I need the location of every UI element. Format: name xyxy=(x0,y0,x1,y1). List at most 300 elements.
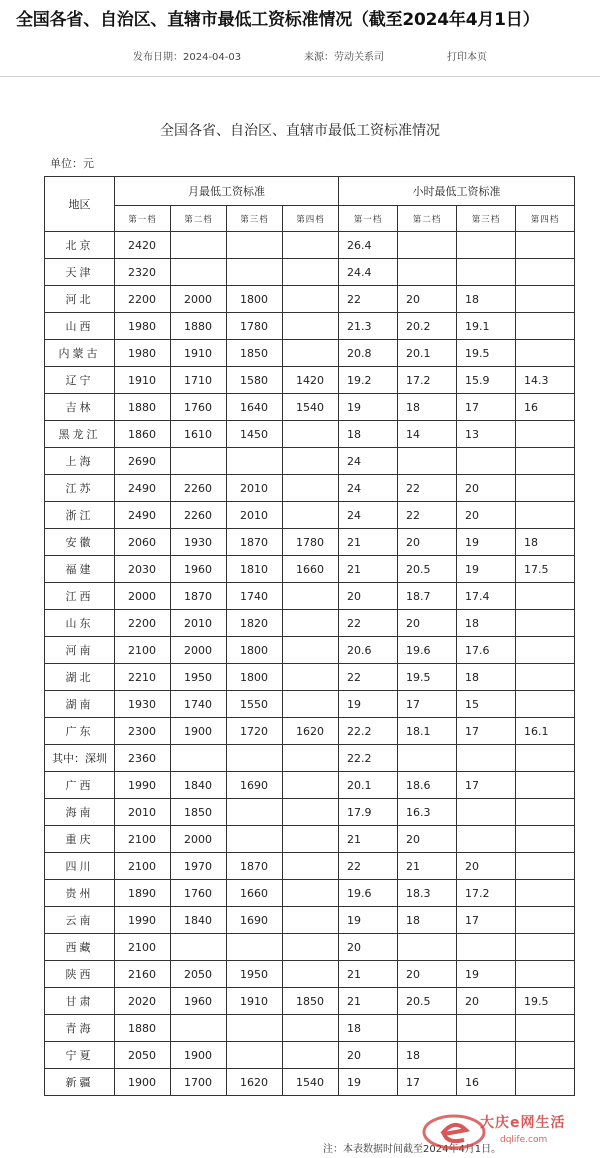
monthly-wage-cell xyxy=(227,826,283,853)
monthly-wage-cell: 2010 xyxy=(171,610,227,637)
hourly-wage-cell: 20 xyxy=(398,826,457,853)
hourly-wage-cell: 19 xyxy=(339,907,398,934)
region-cell: 江苏 xyxy=(45,475,115,502)
hourly-wage-cell: 20.1 xyxy=(339,772,398,799)
table-row xyxy=(45,826,575,853)
monthly-wage-cell: 2100 xyxy=(115,637,171,664)
hourly-wage-cell: 21 xyxy=(339,529,398,556)
hourly-wage-cell: 24 xyxy=(339,502,398,529)
hourly-wage-cell xyxy=(516,475,575,502)
monthly-wage-cell: 1620 xyxy=(283,718,339,745)
monthly-wage-cell: 1700 xyxy=(171,1069,227,1096)
monthly-wage-cell xyxy=(283,772,339,799)
hourly-wage-cell: 19 xyxy=(339,691,398,718)
page-title: 全国各省、自治区、直辖市最低工资标准情况（截至2024年4月1日） xyxy=(16,10,540,30)
hourly-wage-cell: 20 xyxy=(398,961,457,988)
monthly-wage-cell: 1740 xyxy=(227,583,283,610)
hourly-wage-cell xyxy=(457,826,516,853)
hourly-wage-cell: 18 xyxy=(457,286,516,313)
table-row xyxy=(45,1015,575,1042)
monthly-wage-cell: 1780 xyxy=(227,313,283,340)
hourly-wage-cell: 18.7 xyxy=(398,583,457,610)
table-row xyxy=(45,232,575,259)
monthly-wage-cell: 1610 xyxy=(171,421,227,448)
monthly-wage-cell: 2420 xyxy=(115,232,171,259)
table-row xyxy=(45,394,575,421)
monthly-wage-cell: 1900 xyxy=(171,718,227,745)
monthly-wage-cell xyxy=(283,1042,339,1069)
hourly-wage-cell xyxy=(516,502,575,529)
hourly-wage-cell: 16.3 xyxy=(398,799,457,826)
region-cell: 黑龙江 xyxy=(45,421,115,448)
monthly-tier-4: 第四档 xyxy=(283,206,339,232)
monthly-wage-cell: 1980 xyxy=(115,340,171,367)
publish-date xyxy=(133,48,241,63)
region-cell: 江西 xyxy=(45,583,115,610)
hourly-wage-cell: 22 xyxy=(339,664,398,691)
hourly-wage-cell xyxy=(516,448,575,475)
region-cell: 福建 xyxy=(45,556,115,583)
monthly-wage-cell xyxy=(283,934,339,961)
monthly-wage-cell: 1820 xyxy=(227,610,283,637)
monthly-wage-cell: 1880 xyxy=(115,1015,171,1042)
table-row xyxy=(45,583,575,610)
hourly-wage-cell: 19.5 xyxy=(398,664,457,691)
hourly-wage-cell xyxy=(516,664,575,691)
monthly-wage-cell: 2100 xyxy=(115,934,171,961)
hourly-wage-cell xyxy=(516,799,575,826)
monthly-wage-cell: 1960 xyxy=(171,988,227,1015)
table-row xyxy=(45,718,575,745)
hourly-wage-cell: 19 xyxy=(339,1069,398,1096)
monthly-wage-cell xyxy=(227,259,283,286)
monthly-wage-cell: 2200 xyxy=(115,610,171,637)
hourly-wage-cell xyxy=(457,799,516,826)
hourly-header: 小时最低工资标准 xyxy=(339,177,575,206)
monthly-wage-cell xyxy=(283,691,339,718)
hourly-wage-cell: 21 xyxy=(339,826,398,853)
table-row xyxy=(45,1069,575,1096)
hourly-wage-cell: 17 xyxy=(398,691,457,718)
hourly-wage-cell: 17.9 xyxy=(339,799,398,826)
hourly-wage-cell: 17 xyxy=(457,907,516,934)
monthly-wage-cell xyxy=(283,853,339,880)
table-row xyxy=(45,286,575,313)
region-cell: 河南 xyxy=(45,637,115,664)
hourly-wage-cell xyxy=(457,232,516,259)
monthly-wage-cell: 1780 xyxy=(283,529,339,556)
hourly-wage-cell xyxy=(516,340,575,367)
table-row xyxy=(45,934,575,961)
monthly-wage-cell: 2490 xyxy=(115,475,171,502)
hourly-tier-2: 第二档 xyxy=(398,206,457,232)
region-cell: 云南 xyxy=(45,907,115,934)
monthly-wage-cell: 2010 xyxy=(227,475,283,502)
hourly-wage-cell xyxy=(516,1069,575,1096)
table-row xyxy=(45,367,575,394)
monthly-wage-cell xyxy=(171,745,227,772)
table-row xyxy=(45,664,575,691)
monthly-wage-cell: 1450 xyxy=(227,421,283,448)
monthly-wage-cell xyxy=(283,907,339,934)
hourly-tier-1: 第一档 xyxy=(339,206,398,232)
hourly-wage-cell: 19.6 xyxy=(339,880,398,907)
hourly-wage-cell: 19.2 xyxy=(339,367,398,394)
hourly-wage-cell: 21.3 xyxy=(339,313,398,340)
hourly-wage-cell xyxy=(516,745,575,772)
hourly-wage-cell: 19 xyxy=(339,394,398,421)
monthly-wage-cell: 1740 xyxy=(171,691,227,718)
monthly-wage-cell xyxy=(283,826,339,853)
region-cell: 山西 xyxy=(45,313,115,340)
hourly-wage-cell: 20.2 xyxy=(398,313,457,340)
monthly-wage-cell xyxy=(283,637,339,664)
hourly-wage-cell: 21 xyxy=(398,853,457,880)
table-row xyxy=(45,529,575,556)
monthly-wage-cell: 2360 xyxy=(115,745,171,772)
monthly-wage-cell: 1810 xyxy=(227,556,283,583)
monthly-wage-cell: 2260 xyxy=(171,502,227,529)
hourly-wage-cell: 18 xyxy=(457,610,516,637)
hourly-wage-cell: 17 xyxy=(457,718,516,745)
table-body xyxy=(45,232,575,1096)
monthly-wage-cell: 1840 xyxy=(171,907,227,934)
hourly-wage-cell xyxy=(398,448,457,475)
hourly-wage-cell: 19 xyxy=(457,556,516,583)
monthly-wage-cell xyxy=(227,1042,283,1069)
monthly-wage-cell: 1870 xyxy=(171,583,227,610)
monthly-wage-cell: 1640 xyxy=(227,394,283,421)
region-cell: 安徽 xyxy=(45,529,115,556)
hourly-wage-cell xyxy=(398,259,457,286)
monthly-wage-cell: 1690 xyxy=(227,907,283,934)
hourly-wage-cell: 17 xyxy=(457,394,516,421)
hourly-wage-cell: 20.5 xyxy=(398,988,457,1015)
hourly-wage-cell xyxy=(516,313,575,340)
monthly-wage-cell xyxy=(283,286,339,313)
monthly-wage-cell xyxy=(283,799,339,826)
hourly-wage-cell: 26.4 xyxy=(339,232,398,259)
table-row xyxy=(45,853,575,880)
monthly-wage-cell: 1850 xyxy=(171,799,227,826)
monthly-wage-cell xyxy=(283,340,339,367)
table-row xyxy=(45,502,575,529)
hourly-wage-cell: 22 xyxy=(339,610,398,637)
hourly-wage-cell xyxy=(516,691,575,718)
table-row xyxy=(45,610,575,637)
hourly-wage-cell xyxy=(457,934,516,961)
hourly-wage-cell: 20.1 xyxy=(398,340,457,367)
monthly-wage-cell xyxy=(171,448,227,475)
table-row xyxy=(45,691,575,718)
monthly-wage-cell: 1960 xyxy=(171,556,227,583)
region-cell: 贵州 xyxy=(45,880,115,907)
monthly-wage-cell: 1660 xyxy=(283,556,339,583)
monthly-wage-cell: 1990 xyxy=(115,907,171,934)
hourly-wage-cell xyxy=(516,853,575,880)
hourly-wage-cell xyxy=(516,1042,575,1069)
monthly-wage-cell: 1980 xyxy=(115,313,171,340)
hourly-wage-cell: 21 xyxy=(339,556,398,583)
hourly-wage-cell xyxy=(516,286,575,313)
monthly-wage-cell: 1580 xyxy=(227,367,283,394)
header-divider xyxy=(0,76,600,77)
monthly-wage-cell: 1540 xyxy=(283,394,339,421)
watermark-url: dqlife.com xyxy=(500,1135,548,1145)
print-page-link[interactable]: 打印本页 xyxy=(447,52,487,63)
document-title: 全国各省、自治区、直辖市最低工资标准情况 xyxy=(160,123,440,139)
hourly-wage-cell xyxy=(457,1015,516,1042)
monthly-wage-cell: 1660 xyxy=(227,880,283,907)
monthly-wage-cell: 1840 xyxy=(171,772,227,799)
hourly-tier-3: 第三档 xyxy=(457,206,516,232)
region-cell: 北京 xyxy=(45,232,115,259)
monthly-wage-cell xyxy=(227,1015,283,1042)
monthly-wage-cell xyxy=(227,745,283,772)
hourly-wage-cell xyxy=(516,232,575,259)
monthly-wage-cell: 2030 xyxy=(115,556,171,583)
monthly-tier-3: 第三档 xyxy=(227,206,283,232)
region-cell: 山东 xyxy=(45,610,115,637)
hourly-wage-cell: 20 xyxy=(339,1042,398,1069)
table-row xyxy=(45,448,575,475)
hourly-wage-cell xyxy=(457,448,516,475)
monthly-wage-cell: 1930 xyxy=(171,529,227,556)
hourly-wage-cell: 14 xyxy=(398,421,457,448)
footnote: 注：本表数据时间截至2024年4月1日。 xyxy=(323,1144,502,1155)
monthly-wage-cell: 1800 xyxy=(227,286,283,313)
region-cell: 上海 xyxy=(45,448,115,475)
monthly-wage-cell: 1720 xyxy=(227,718,283,745)
hourly-wage-cell: 17.4 xyxy=(457,583,516,610)
hourly-wage-cell xyxy=(398,232,457,259)
table-row xyxy=(45,961,575,988)
watermark-text: 大庆e网生活 xyxy=(480,1115,566,1131)
table-row xyxy=(45,799,575,826)
region-cell: 甘肃 xyxy=(45,988,115,1015)
hourly-wage-cell: 22 xyxy=(398,475,457,502)
monthly-wage-cell xyxy=(283,475,339,502)
hourly-wage-cell: 13 xyxy=(457,421,516,448)
region-cell: 广东 xyxy=(45,718,115,745)
source xyxy=(304,48,384,63)
monthly-wage-cell xyxy=(171,232,227,259)
hourly-wage-cell: 18.6 xyxy=(398,772,457,799)
monthly-wage-cell xyxy=(283,448,339,475)
monthly-wage-cell: 2000 xyxy=(171,637,227,664)
region-cell: 湖南 xyxy=(45,691,115,718)
hourly-wage-cell: 17.5 xyxy=(516,556,575,583)
hourly-wage-cell: 22.2 xyxy=(339,718,398,745)
monthly-wage-cell xyxy=(227,232,283,259)
region-cell: 浙江 xyxy=(45,502,115,529)
monthly-wage-cell: 1890 xyxy=(115,880,171,907)
region-cell: 其中：深圳 xyxy=(45,745,115,772)
monthly-wage-cell xyxy=(227,448,283,475)
monthly-wage-cell: 1910 xyxy=(227,988,283,1015)
hourly-wage-cell xyxy=(398,1015,457,1042)
hourly-wage-cell: 18 xyxy=(339,421,398,448)
monthly-wage-cell: 2210 xyxy=(115,664,171,691)
hourly-wage-cell: 18.1 xyxy=(398,718,457,745)
hourly-wage-cell xyxy=(516,259,575,286)
hourly-wage-cell: 20 xyxy=(398,529,457,556)
monthly-wage-cell xyxy=(283,745,339,772)
hourly-wage-cell: 17 xyxy=(398,1069,457,1096)
unit-label: 单位：元 xyxy=(50,157,94,170)
hourly-wage-cell: 20 xyxy=(398,286,457,313)
minimum-wage-table xyxy=(44,176,575,1096)
monthly-tier-1: 第一档 xyxy=(115,206,171,232)
monthly-wage-cell: 1850 xyxy=(283,988,339,1015)
hourly-wage-cell: 19.5 xyxy=(457,340,516,367)
monthly-wage-cell xyxy=(283,313,339,340)
table-row xyxy=(45,556,575,583)
hourly-wage-cell xyxy=(516,907,575,934)
monthly-wage-cell: 1860 xyxy=(115,421,171,448)
region-cell: 新疆 xyxy=(45,1069,115,1096)
hourly-tier-4: 第四档 xyxy=(516,206,575,232)
hourly-wage-cell: 19.6 xyxy=(398,637,457,664)
table-row xyxy=(45,259,575,286)
region-cell: 吉林 xyxy=(45,394,115,421)
monthly-wage-cell: 1620 xyxy=(227,1069,283,1096)
hourly-wage-cell: 16 xyxy=(457,1069,516,1096)
monthly-wage-cell: 1800 xyxy=(227,664,283,691)
monthly-wage-cell xyxy=(283,961,339,988)
hourly-wage-cell: 18 xyxy=(516,529,575,556)
hourly-wage-cell xyxy=(516,880,575,907)
monthly-wage-cell: 2100 xyxy=(115,853,171,880)
table-row xyxy=(45,1042,575,1069)
hourly-wage-cell xyxy=(457,259,516,286)
hourly-wage-cell xyxy=(398,745,457,772)
hourly-wage-cell: 20 xyxy=(457,988,516,1015)
region-cell: 宁夏 xyxy=(45,1042,115,1069)
hourly-wage-cell xyxy=(516,1015,575,1042)
monthly-wage-cell xyxy=(283,583,339,610)
hourly-wage-cell: 18 xyxy=(398,1042,457,1069)
monthly-wage-cell: 1950 xyxy=(227,961,283,988)
hourly-wage-cell: 20 xyxy=(398,610,457,637)
hourly-wage-cell: 22 xyxy=(398,502,457,529)
region-cell: 西藏 xyxy=(45,934,115,961)
monthly-wage-cell: 1880 xyxy=(115,394,171,421)
hourly-wage-cell xyxy=(398,934,457,961)
hourly-wage-cell: 14.3 xyxy=(516,367,575,394)
monthly-wage-cell: 2010 xyxy=(115,799,171,826)
hourly-wage-cell: 22 xyxy=(339,853,398,880)
monthly-wage-cell: 1900 xyxy=(171,1042,227,1069)
hourly-wage-cell: 20 xyxy=(457,475,516,502)
hourly-wage-cell: 19 xyxy=(457,961,516,988)
monthly-wage-cell: 1990 xyxy=(115,772,171,799)
hourly-wage-cell: 21 xyxy=(339,961,398,988)
monthly-tier-2: 第二档 xyxy=(171,206,227,232)
hourly-wage-cell: 20 xyxy=(457,853,516,880)
monthly-wage-cell: 1760 xyxy=(171,880,227,907)
source-label: 来源： xyxy=(304,52,334,63)
hourly-wage-cell: 15.9 xyxy=(457,367,516,394)
monthly-wage-cell: 1850 xyxy=(227,340,283,367)
hourly-wage-cell xyxy=(516,583,575,610)
hourly-wage-cell: 16.1 xyxy=(516,718,575,745)
region-cell: 内蒙古 xyxy=(45,340,115,367)
monthly-wage-cell: 1760 xyxy=(171,394,227,421)
monthly-wage-cell xyxy=(283,610,339,637)
article-meta xyxy=(0,48,600,66)
hourly-wage-cell: 22 xyxy=(339,286,398,313)
monthly-wage-cell xyxy=(283,664,339,691)
table-row xyxy=(45,340,575,367)
region-cell: 辽宁 xyxy=(45,367,115,394)
monthly-wage-cell xyxy=(283,259,339,286)
hourly-wage-cell: 24 xyxy=(339,475,398,502)
monthly-wage-cell: 1970 xyxy=(171,853,227,880)
hourly-wage-cell: 18 xyxy=(457,664,516,691)
hourly-wage-cell: 19.1 xyxy=(457,313,516,340)
monthly-wage-cell xyxy=(227,934,283,961)
monthly-wage-cell: 1690 xyxy=(227,772,283,799)
monthly-wage-cell: 2100 xyxy=(115,826,171,853)
hourly-wage-cell: 22.2 xyxy=(339,745,398,772)
table-row xyxy=(45,637,575,664)
monthly-wage-cell: 1710 xyxy=(171,367,227,394)
source-value: 劳动关系司 xyxy=(334,52,384,63)
publish-date-value: 2024-04-03 xyxy=(183,52,242,63)
monthly-wage-cell xyxy=(283,421,339,448)
table-row xyxy=(45,988,575,1015)
publish-date-label: 发布日期： xyxy=(133,52,183,63)
hourly-wage-cell: 20.5 xyxy=(398,556,457,583)
monthly-wage-cell: 1950 xyxy=(171,664,227,691)
monthly-wage-cell: 1880 xyxy=(171,313,227,340)
region-cell: 重庆 xyxy=(45,826,115,853)
monthly-wage-cell xyxy=(283,502,339,529)
monthly-wage-cell: 2000 xyxy=(115,583,171,610)
region-cell: 河北 xyxy=(45,286,115,313)
monthly-wage-cell xyxy=(227,799,283,826)
table-row xyxy=(45,772,575,799)
region-cell: 青海 xyxy=(45,1015,115,1042)
region-cell: 海南 xyxy=(45,799,115,826)
region-cell: 广西 xyxy=(45,772,115,799)
table-row xyxy=(45,745,575,772)
hourly-wage-cell: 20 xyxy=(339,934,398,961)
hourly-wage-cell: 18 xyxy=(398,907,457,934)
monthly-wage-cell: 2000 xyxy=(171,826,227,853)
table-row xyxy=(45,313,575,340)
monthly-wage-cell xyxy=(283,232,339,259)
monthly-header: 月最低工资标准 xyxy=(115,177,339,206)
hourly-wage-cell: 18.3 xyxy=(398,880,457,907)
monthly-wage-cell: 1550 xyxy=(227,691,283,718)
hourly-wage-cell xyxy=(457,1042,516,1069)
monthly-wage-cell xyxy=(283,880,339,907)
monthly-wage-cell: 2200 xyxy=(115,286,171,313)
region-cell: 湖北 xyxy=(45,664,115,691)
hourly-wage-cell: 19 xyxy=(457,529,516,556)
hourly-wage-cell: 15 xyxy=(457,691,516,718)
monthly-wage-cell: 2060 xyxy=(115,529,171,556)
region-cell: 天津 xyxy=(45,259,115,286)
monthly-wage-cell: 2300 xyxy=(115,718,171,745)
monthly-wage-cell: 1910 xyxy=(115,367,171,394)
hourly-wage-cell xyxy=(516,610,575,637)
table-row xyxy=(45,880,575,907)
hourly-wage-cell xyxy=(457,745,516,772)
hourly-wage-cell: 20 xyxy=(457,502,516,529)
